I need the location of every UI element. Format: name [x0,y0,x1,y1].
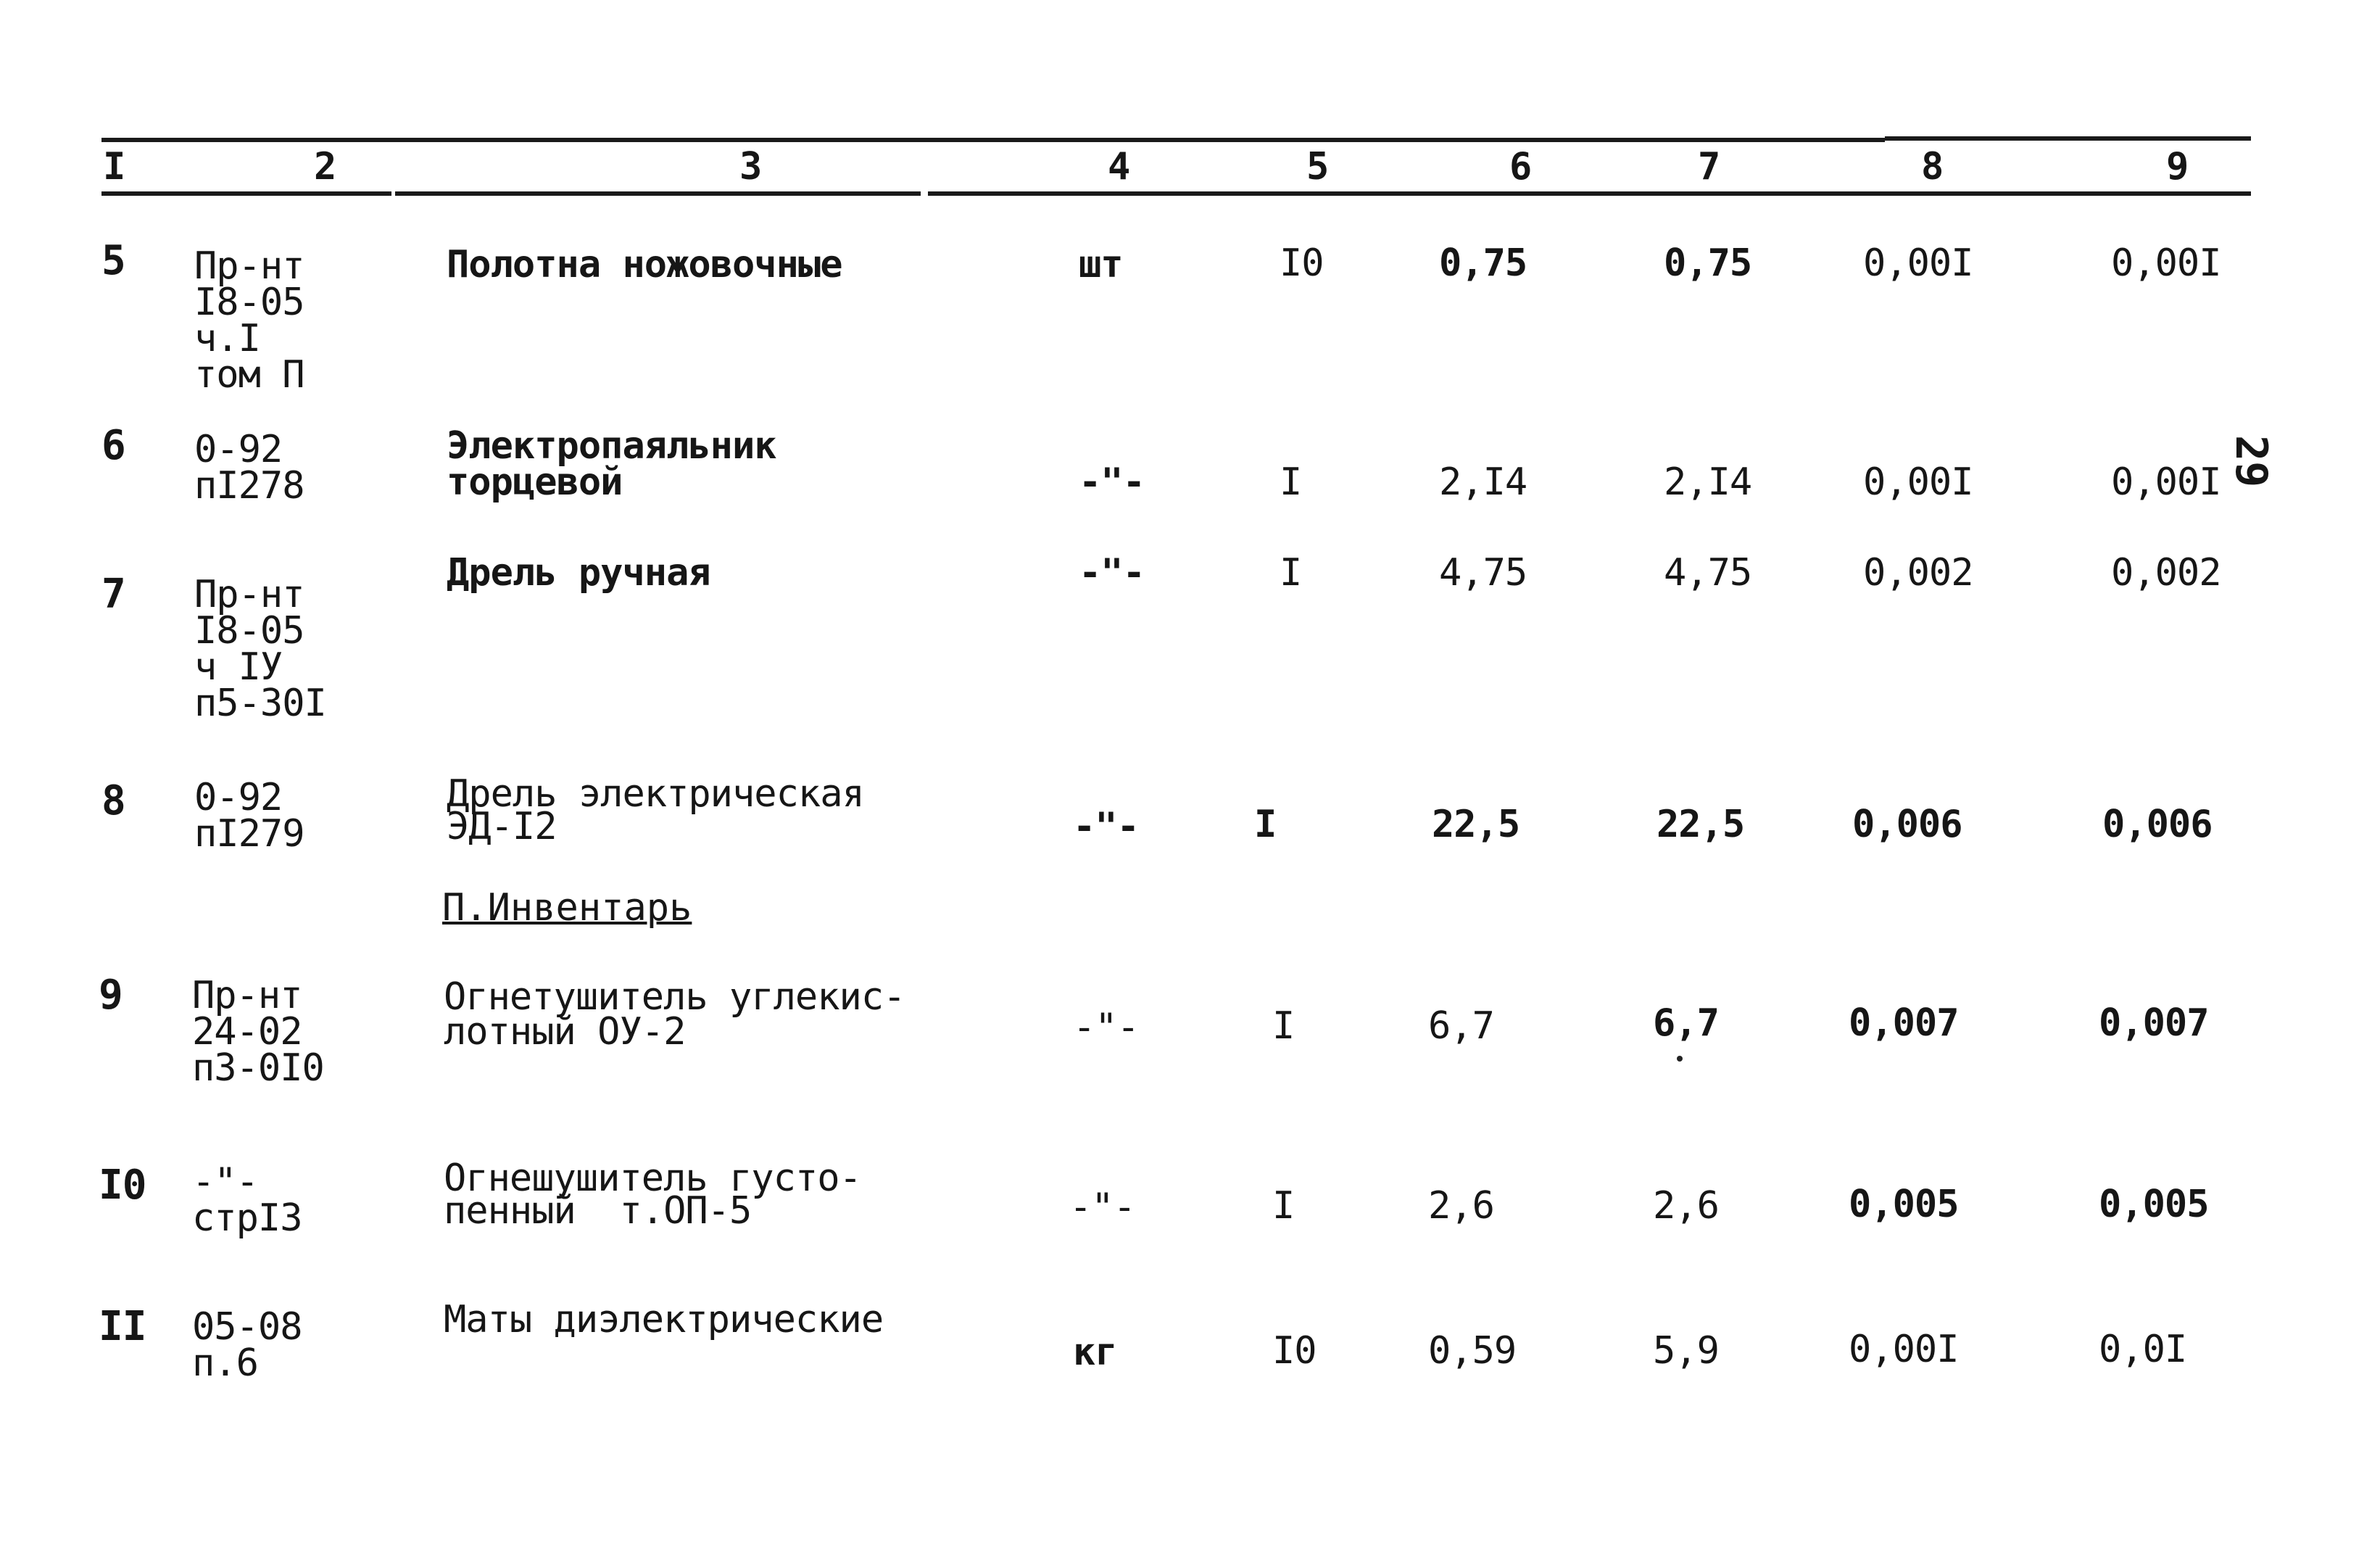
row-9-col-8: 0,007 [1849,1001,1959,1045]
row-10-name-line-1: Огнешушитель густо- [444,1157,861,1200]
row-7-col-7: 4,75 [1664,551,1752,595]
row-10-code-line-2: стрI3 [192,1196,302,1240]
top-rule-left [101,138,1885,142]
row-10-qty: I [1272,1184,1295,1228]
header-rule-mid [395,191,921,196]
header-rule-right [928,191,2251,196]
row-10-number: I0 [99,1162,146,1209]
row-10-col-6: 2,6 [1428,1184,1494,1228]
row-11-col-9: 0,0I [2099,1328,2187,1371]
row-5-code-line-2: I8-05 [194,281,304,324]
row-7-col-9: 0,002 [2111,551,2221,595]
row-7-number: 7 [101,571,125,618]
row-5-code-line-3: ч.I [194,317,260,360]
row-7-code-line-2: I8-05 [194,609,304,653]
row-9-name-line-1: Огнетушитель углекис- [444,975,905,1019]
row-5-code-line-4: том П [194,353,304,397]
header-col-4: 4 [1108,145,1131,189]
row-10-unit: -"- [1069,1186,1135,1229]
row-7-col-8: 0,002 [1863,551,1973,595]
row-9-unit: -"- [1073,1006,1139,1049]
header-col-9: 9 [2166,145,2189,189]
row-7-code-line-3: ч IУ [194,645,283,689]
row-8-col-8: 0,006 [1852,803,1962,846]
row-11-code-line-2: п.6 [192,1341,258,1385]
row-11-name-line-1: Маты диэлектрические [444,1298,884,1341]
header-col-6: 6 [1509,145,1533,189]
row-11-number: II [99,1303,146,1350]
row-7-unit: -"- [1079,551,1145,595]
row-5-col-9: 0,00I [2111,241,2221,285]
row-6-name-line-2: торцевой [447,460,623,504]
row-7-code-line-4: п5-30I [194,682,326,725]
row-6-col-8: 0,00I [1863,460,1973,504]
header-col-8: 8 [1921,145,1944,189]
row-8-col-9: 0,006 [2102,803,2213,846]
row-8-qty: I [1254,803,1277,846]
row-9-code-line-1: Пр-нт [192,974,302,1017]
row-8-name-line-1: Дрель электрическая [447,772,864,816]
row-7-col-6: 4,75 [1439,551,1527,595]
row-10-col-7: 2,6 [1653,1184,1719,1228]
row-9-col-7: 6,7 [1653,1001,1719,1045]
row-5-col-6: 0,75 [1439,241,1527,285]
row-11-col-6: 0,59 [1428,1329,1517,1373]
row-11-col-8: 0,00I [1849,1328,1959,1371]
row-5-number: 5 [101,237,125,284]
row-8-code-line-2: пI279 [194,812,304,856]
row-11-col-7: 5,9 [1653,1329,1719,1373]
row-7-name-line-1: Дрель ручная [447,551,710,595]
row-6-col-7: 2,I4 [1664,460,1752,504]
row-6-number: 6 [101,422,125,469]
row-10-code-line-1: -"- [192,1160,258,1204]
row-7-code-line-1: Пр-нт [194,573,304,616]
row-6-col-9: 0,00I [2111,460,2221,504]
row-8-col-7: 22,5 [1657,803,1745,846]
header-col-2: 2 [314,145,337,189]
header-col-7: 7 [1698,145,1721,189]
row-9-code-line-2: 24-02 [192,1010,302,1054]
row-9-qty: I [1272,1004,1295,1048]
row-7-qty: I [1280,551,1302,595]
row-5-unit: шт [1079,243,1123,286]
row-11-qty: I0 [1272,1329,1317,1373]
row-6-col-6: 2,I4 [1439,460,1527,504]
row-11-code-line-1: 05-08 [192,1305,302,1349]
header-col-5: 5 [1306,145,1330,189]
row-9-name-line-2: лотный ОУ-2 [444,1010,686,1054]
top-rule-right [1885,136,2251,141]
header-col-1: I [103,145,126,189]
row-6-unit: -"- [1079,460,1145,504]
row-8-code-line-1: 0-92 [194,776,283,819]
row-8-number: 8 [101,777,125,824]
row-6-qty: I [1280,460,1302,504]
row-5-name-line-1: Полотна ножовочные [447,243,842,286]
header-rule-left [101,191,391,196]
row-9-number: 9 [99,972,123,1019]
row-10-col-9: 0,005 [2099,1183,2209,1226]
row-6-name-line-1: Электропаяльник [447,424,776,468]
row-9-stray-dot [1677,1056,1683,1062]
row-5-col-8: 0,00I [1863,241,1973,285]
section-title-text: П.Инвентарь [442,886,692,930]
row-9-col-6: 6,7 [1428,1004,1494,1048]
row-6-code-line-1: 0-92 [194,428,283,471]
row-5-code-line-1: Пр-нт [194,244,304,288]
header-col-3: 3 [739,145,763,189]
row-10-name-line-2: пенный т.ОП-5 [444,1189,752,1233]
row-9-col-9: 0,007 [2099,1001,2209,1045]
row-5-qty: I0 [1280,241,1324,285]
row-8-name-line-2: ЭД-I2 [447,805,557,848]
row-8-col-6: 22,5 [1432,803,1520,846]
page-number: 29 [2226,435,2276,488]
row-10-col-8: 0,005 [1849,1183,1959,1226]
row-5-col-7: 0,75 [1664,241,1752,285]
row-8-unit: -"- [1073,805,1139,848]
row-11-unit: кг [1073,1331,1117,1374]
section-title [442,886,692,930]
row-9-code-line-3: п3-0I0 [192,1046,324,1090]
row-6-code-line-2: пI278 [194,464,304,508]
